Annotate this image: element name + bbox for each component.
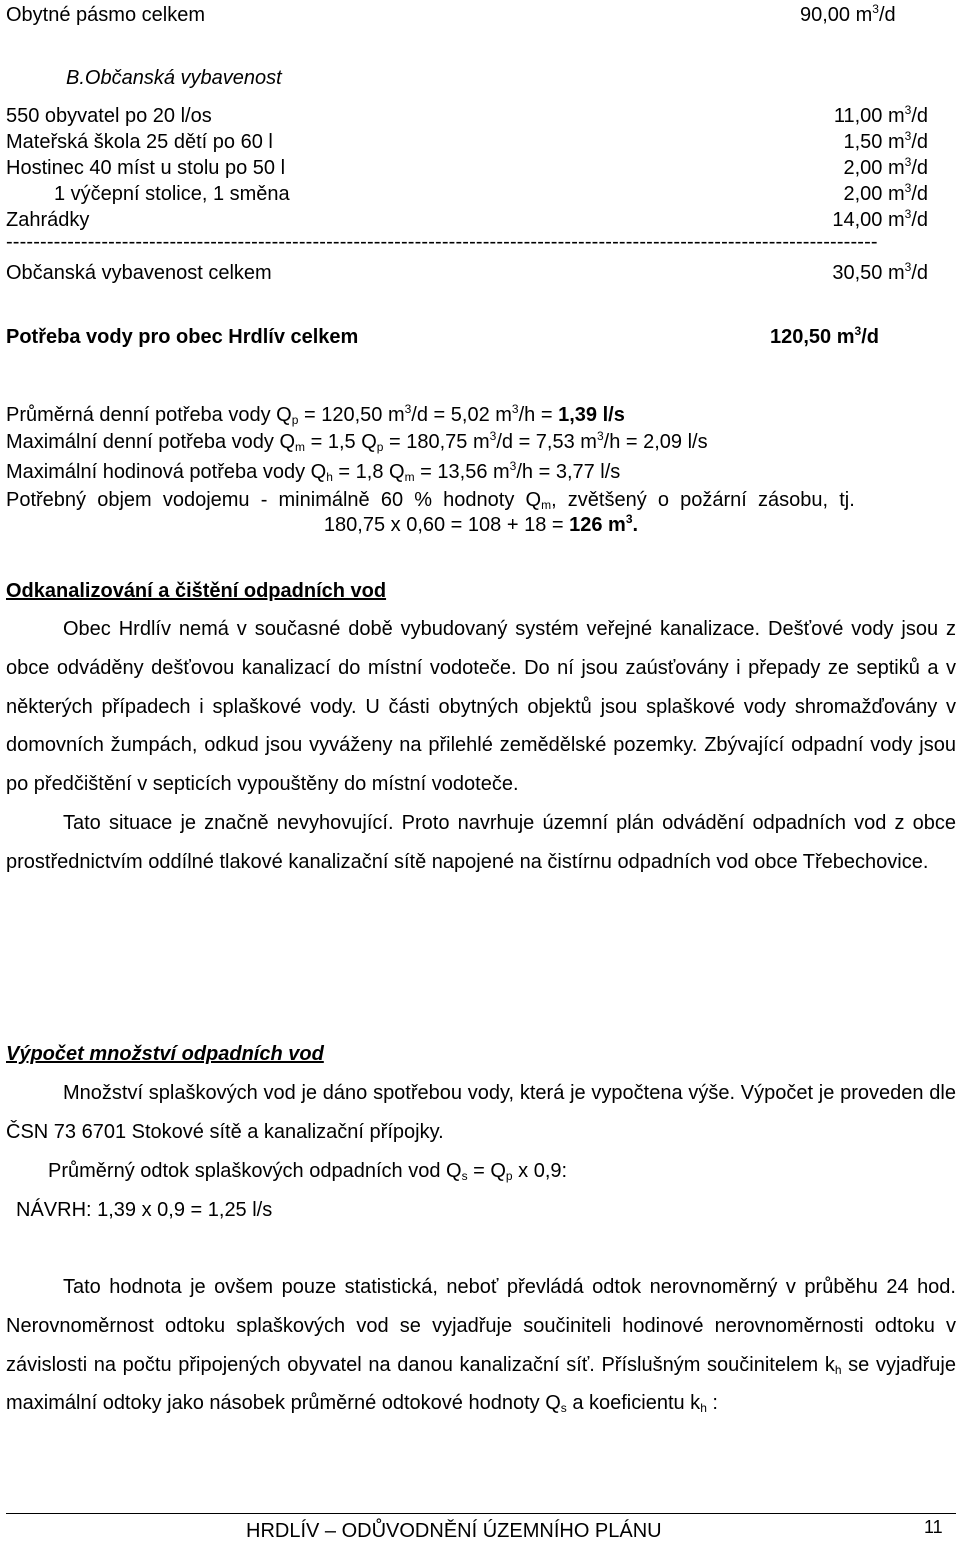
row-label: 1 výčepní stolice, 1 směna: [54, 183, 290, 205]
section-b-total-value: 30,50 $m^3/d$: [832, 260, 928, 284]
design-value: NÁVRH: 1,39 x 0,9 = 1,25 l/s: [16, 1199, 273, 1221]
nonuniformity-text: [6, 1268, 956, 1423]
avg-outflow-formula: Průměrný odtok splaškových odpadních vod $Q_s = Q_p$ x 0,9:: [48, 1160, 568, 1183]
calc-paragraph-4: Tato hodnota je ovšem pouze statistická, neboť převládá odtok nerovnoměrný v průběhu 24 hod. Nerovnoměrnost odtoku splaškových vod se vyjadřuje součiniteli hodinové nerovnoměrnosti odtoku v závislosti na počtu připojených obyvatel na danou kanalizační síť. Příslušným součinitelem $k_h$ se vyjadřuje maximální odtoky jako násobek průměrné odtokové hodnoty $Q_s$ a koeficientu $k_h$ :: [6, 1276, 956, 1416]
row-value: 2,00 $m^3/d$: [843, 181, 928, 205]
row-value: 2,00 $m^3/d$: [843, 155, 928, 179]
sewage-paragraph-1: Obec Hrdlív nemá v současné době vybudovaný systém veřejné kanalizace. Dešťové vody jsou z obce odváděny dešťovou kanalizací do místní vodoteče. Do ní jsou zaúsťovány i přepady ze septiků a v některých případech i splaškové vody. U části obytných objektů jsou splaškové vody shromažďovány v domovních žumpách, odkud jsou vyváženy na přilehlé zemědělské pozemky. Zbývající odpadní vody jsou po předčištění v septicích vypouštěny do místní vodoteče.: [6, 618, 956, 796]
row-label: Mateřská škola 25 dětí po 60 l: [6, 131, 273, 153]
calc-reservoir: Potřebný objem vodojemu - minimálně 60 % hodnoty $Q_m$, zvětšený o požární zásobu, tj.: [6, 489, 855, 512]
wastewater-calc-text: [6, 1074, 956, 1152]
calc-avg-daily: Průměrná denní potřeba vody $Q_p = 120,50$ $m^3/d = 5,02$ $m^3/h = 1,39$ l/s: [6, 402, 625, 427]
footer-title: HRDLÍV – ODŮVODNĚNÍ ÚZEMNÍHO PLÁNU: [246, 1520, 662, 1542]
calc-max-daily: Maximální denní potřeba vody $Q_m = 1,5$ $Q_p = 180,75$ $m^3/d = 7,53$ $m^3/h = 2,09$ l/s: [6, 429, 708, 454]
row-value: 14,00 $m^3/d$: [832, 207, 928, 231]
sewage-text: [6, 610, 956, 882]
section-b-title: B.Občanská vybavenost: [66, 67, 282, 89]
dashed-separator: --------------------------------------------------------------------------------------------------------------------------------: [6, 231, 878, 253]
grand-total-value: 120,50 $m^3/d$: [770, 324, 879, 348]
section-b-total-label: Občanská vybavenost celkem: [6, 262, 272, 284]
calc-max-hourly: Maximální hodinová potřeba vody $Q_h = 1,8$ $Q_m = 13,56$ $m^3/h = 3,77$ l/s: [6, 459, 621, 484]
grand-total-label: Potřeba vody pro obec Hrdlív celkem: [6, 326, 359, 348]
row-label: Zahrádky: [6, 209, 90, 231]
row-value: 11,00 $m^3/d$: [833, 103, 928, 127]
calc-reservoir-result: 180,75 x 0,60 = 108 + 18 = 126 $m^3$.: [323, 512, 639, 536]
row-label: Hostinec 40 míst u stolu po 50 l: [6, 157, 286, 179]
top-total-label: Obytné pásmo celkem: [6, 4, 205, 26]
sewage-paragraph-2: Tato situace je značně nevyhovující. Proto navrhuje územní plán odvádění odpadních vod z obce prostřednictvím oddílné tlakové kanalizační sítě napojené na čistírnu odpadních vod obce Třebechovice.: [6, 811, 956, 873]
sewage-heading: Odkanalizování a čištění odpadních vod: [6, 580, 387, 602]
row-value: 1,50 $m^3/d$: [843, 129, 928, 153]
page-number: 11: [924, 1517, 943, 1537]
wastewater-calc-heading: Výpočet množství odpadních vod: [6, 1043, 324, 1065]
top-total-value: 90,00 $m^3/d$: [800, 2, 896, 26]
row-label: 550 obyvatel po 20 l/os: [6, 105, 212, 127]
calc-paragraph-1: Množství splaškových vod je dáno spotřebou vody, která je vypočtena výše. Výpočet je proveden dle ČSN 73 6701 Stokové sítě a kanalizační přípojky.: [6, 1082, 956, 1143]
footer-rule: [6, 1513, 956, 1514]
